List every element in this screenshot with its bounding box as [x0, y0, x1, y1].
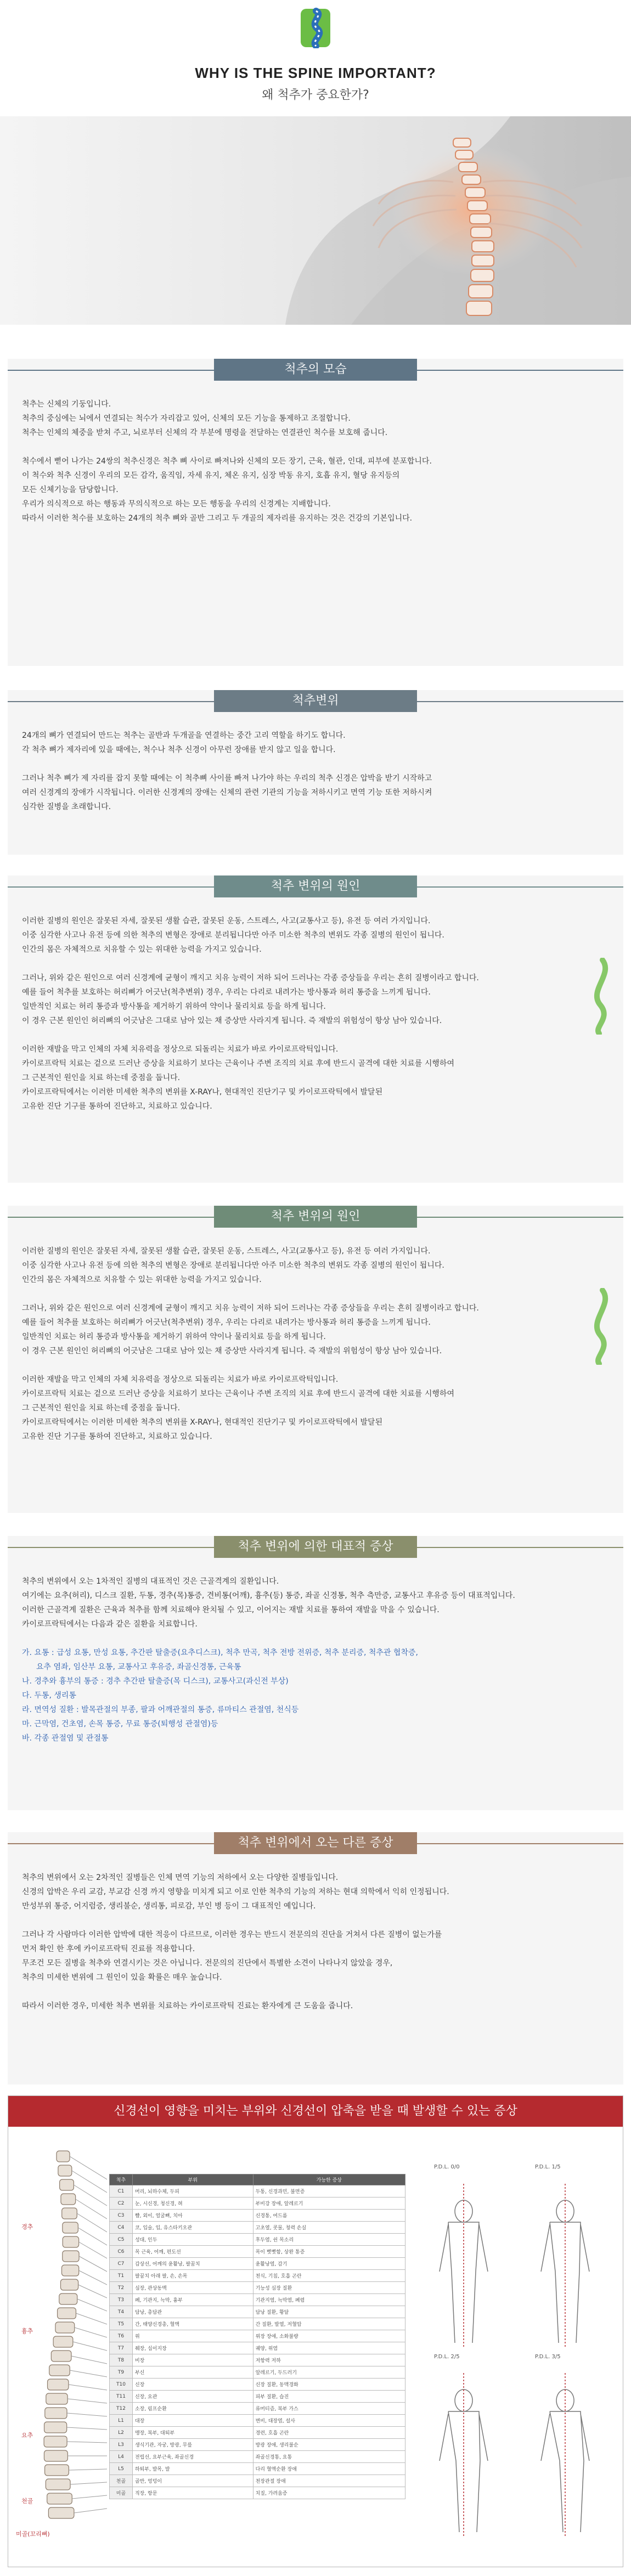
area-cell: 부신	[132, 2366, 253, 2379]
body-line: 이러한 재발을 막고 인체의 자체 치유력을 정상으로 되돌리는 치료가 바로 카이로프락틱입니다.	[22, 1045, 339, 1054]
vertebra-shape	[63, 2222, 78, 2233]
table-row	[110, 2270, 405, 2282]
symptom-list-item: 라. 면역성 질환 : 발목관절의 부종, 팔과 어깨관절의 통증, 류마티스 관절염, 천식등	[22, 1705, 299, 1714]
table-row	[110, 2427, 405, 2439]
body-line: 척추는 인체의 체중을 받쳐 주고, 뇌로부터 신체의 각 부분에 명령을 전달하는 연결관인 척수를 보호해 줍니다.	[22, 428, 388, 437]
table-row	[110, 2403, 405, 2415]
symptom-cell: 위장 장애, 소화불량	[253, 2330, 405, 2342]
area-cell: 신장	[132, 2379, 253, 2391]
section-body	[22, 1574, 607, 1745]
body-line: 이러한 근골격계 질환은 근육과 척추를 함께 치료해야 완치될 수 있고, 이어지는 재발 치료를 통하여 재발을 막을 수 있습니다.	[22, 1606, 440, 1614]
area-cell: 신장, 요관	[132, 2391, 253, 2403]
vertebra-cell: C7	[110, 2258, 133, 2270]
page-subtitle: 왜 척추가 중요한가?	[262, 88, 369, 102]
symptom-cell: 고초열, 콧물, 청력 손실	[253, 2222, 405, 2234]
area-cell: 직장, 항문	[132, 2487, 253, 2499]
section-title: 척추 변위의 원인	[214, 875, 417, 897]
symptom-cell: 류머티즘, 복부 가스	[253, 2403, 405, 2415]
body-line: 만성부위 통증, 어지럼증, 생리불순, 생리통, 피로감, 부인 병 등이 그 대표적인 예입니다.	[22, 1902, 316, 1911]
posture-figure	[440, 2373, 488, 2538]
body-line: 여기에는 요추(허리), 디스크 질환, 두통, 경추(목)통증, 견비통(어깨), 흉추(등) 통증, 좌골 신경통, 척추 측만증, 교통사고 후유증 등이 대표적입니다.	[22, 1591, 515, 1600]
vertebra-cell: T6	[110, 2330, 133, 2342]
symptom-list-item: 마. 근막염, 건초염, 손목 통증, 무료 통증(퇴행성 관절염)등	[22, 1720, 218, 1728]
table-row	[110, 2197, 405, 2210]
nerve-leader-line	[72, 2495, 107, 2499]
vertebra-cell: 미골	[110, 2487, 133, 2499]
nerve-leader-line	[69, 2469, 107, 2470]
body-line: 따라서 이러한 경우, 미세한 척추 변위를 치료하는 카이로프락틱 진료는 환자에게 큰 도움을 줍니다.	[22, 2002, 353, 2010]
vertebra-shape	[46, 2393, 67, 2404]
region-label-cervical: 경추	[21, 2223, 33, 2230]
body-line: 인간의 몸은 자체적으로 치유할 수 있는 위대한 능력을 가지고 있습니다.	[22, 945, 262, 954]
spine-anatomy-photo	[0, 116, 631, 325]
symptom-cell: 간 질환, 발열, 저혈압	[253, 2318, 405, 2330]
body-line: 심각한 질병을 초래합니다.	[22, 803, 111, 811]
vertebra-cell: T12	[110, 2403, 133, 2415]
nerve-leader-line	[79, 2270, 107, 2285]
symptom-cell: 피부 질환, 습진	[253, 2391, 405, 2403]
symptom-cell: 천식, 기침, 호흡 곤란	[253, 2270, 405, 2282]
body-line: 먼저 확인 한 후에 카이로프락틱 진료를 적용합니다.	[22, 1945, 195, 1953]
symptom-cell: 방광 장애, 생리불순	[253, 2439, 405, 2451]
table-row	[110, 2475, 405, 2487]
vertebra-cell: C2	[110, 2197, 133, 2210]
symptom-cell: 담낭 질환, 황달	[253, 2306, 405, 2318]
vertebra-cell: C5	[110, 2234, 133, 2246]
symptom-cell: 천장관절 장애	[253, 2475, 405, 2487]
body-line: 예를 들어 척추를 보호하는 허리뼈가 어긋난(척추변위) 경우, 우리는 다리로 내려가는 방사통과 허리 통증을 느끼게 됩니다.	[22, 1318, 431, 1327]
nerve-table-header	[110, 2174, 405, 2185]
vertebra-shape	[44, 2436, 67, 2447]
body-line: 일반적인 치료는 허리 통증과 방사통을 제거하기 위하여 약이나 물리치료 등을 하게 됩니다.	[22, 1332, 326, 1341]
nerve-leader-line	[67, 2413, 107, 2416]
table-row	[110, 2234, 405, 2246]
body-line: 예를 들어 척추를 보호하는 허리뼈가 어긋난(척추변위) 경우, 우리는 다리로 내려가는 방사통과 허리 통증을 느끼게 됩니다.	[22, 988, 431, 997]
table-row	[110, 2366, 405, 2379]
region-label-thoracic: 흉추	[21, 2328, 33, 2335]
vertebra-shape	[60, 2279, 78, 2290]
posture-label: P.D.L. 1/5	[535, 2164, 561, 2170]
body-line: 척추는 신체의 기둥입니다.	[22, 400, 111, 409]
nerve-leader-line	[78, 2228, 107, 2245]
vertebra-shape	[63, 2236, 78, 2247]
vertebra-shape	[51, 2351, 71, 2362]
area-cell: 심장, 관상동맥	[132, 2282, 253, 2294]
table-row	[110, 2415, 405, 2427]
body-line: 그러나 각 사람마다 이러한 압박에 대한 적응이 다르므로, 이러한 경우는 반드시 전문의의 진단을 거쳐서 다른 질병이 없는가를	[22, 1930, 442, 1939]
vertebra-shape	[57, 2151, 70, 2162]
section-causes	[8, 875, 623, 1183]
symptom-cell: 치질, 가려움증	[253, 2487, 405, 2499]
vertebra-cell: L1	[110, 2415, 133, 2427]
body-line: 이러한 질병의 원인은 잘못된 자세, 잘못된 생활 습관, 잘못된 운동, 스트레스, 사고(교통사고 등), 유전 등 여러 가지입니다.	[22, 1247, 431, 1256]
vertebra-cell: L2	[110, 2427, 133, 2439]
area-cell: 하퇴부, 발목, 발	[132, 2463, 253, 2475]
body-line: 이 경우 근본 원인인 허리뼈의 어긋남은 그대로 남아 있는 채 증상만 사라지게 됩니다. 즉 재발의 위험성이 항상 남아 있습니다.	[22, 1347, 442, 1355]
section-title: 척추변위	[214, 690, 417, 712]
symptom-list-item: 바. 각종 관절염 및 관절통	[22, 1734, 109, 1743]
vertebra-cell: T10	[110, 2379, 133, 2391]
table-row	[110, 2246, 405, 2258]
section-body	[22, 397, 607, 526]
nerve-chart	[8, 2095, 623, 2567]
spine-column-illustration	[19, 2145, 107, 2551]
vertebra-shape	[47, 2493, 72, 2504]
nerve-leader-line	[79, 2242, 107, 2258]
body-line: 그 근본적인 원인을 치료 하는데 중점을 둡니다.	[22, 1074, 181, 1082]
table-row	[110, 2294, 405, 2306]
body-line: 그러나, 위와 같은 원인으로 여러 신경계에 균형이 깨지고 치유 능력이 저하 되어 드러나는 각종 증상들을 우리는 흔히 질병이라고 합니다.	[22, 974, 479, 982]
symptom-cell: 목이 뻣뻣함, 상완 통증	[253, 2246, 405, 2258]
area-cell: 췌장, 십이지장	[132, 2342, 253, 2354]
table-row	[110, 2342, 405, 2354]
page-title: WHY IS THE SPINE IMPORTANT?	[195, 65, 436, 81]
body-line: 무조건 모든 질병을 척추와 연결시키는 것은 아닙니다. 전문의의 진단에서 특별한 소견이 나타나지 않았을 경우,	[22, 1959, 393, 1968]
nerve-leader-line	[76, 2199, 107, 2219]
section-body	[22, 914, 607, 1114]
vertebra-shape	[58, 2308, 76, 2319]
area-cell: 비장	[132, 2354, 253, 2366]
vertebra-shape	[46, 2479, 70, 2490]
nerve-leader-line	[74, 2185, 107, 2206]
table-row	[110, 2330, 405, 2342]
section-body	[22, 728, 607, 814]
vertebra-shape	[44, 2422, 67, 2433]
symptom-cell: 경련, 호흡 곤란	[253, 2427, 405, 2439]
body-line: 이 경우 근본 원인인 허리뼈의 어긋남은 그대로 남아 있는 채 증상만 사라지게 됩니다. 즉 재발의 위험성이 항상 남아 있습니다.	[22, 1016, 442, 1025]
column-header: 부위	[132, 2174, 253, 2185]
vertebra-shape	[44, 2450, 67, 2461]
body-line: 척수에서 뻗어 나가는 24쌍의 척추신경은 척추 뼈 사이로 빠져나와 신체의 모든 장기, 근육, 혈관, 인대, 피부에 분포합니다.	[22, 457, 432, 466]
vertebra-cell: L4	[110, 2451, 133, 2463]
vertebra-cell: T5	[110, 2318, 133, 2330]
table-row	[110, 2210, 405, 2222]
nerve-leader-line	[72, 2171, 107, 2193]
section-title: 척추 변위의 원인	[214, 1206, 417, 1228]
symptom-list-item: 요추 염좌, 임산부 요통, 교통사고 후유증, 좌골신경통, 근육통	[36, 1663, 241, 1671]
body-line: 카이로프락틱에서는 이러한 미세한 척추의 변위를 X-RAY나, 현대적인 진단기구 및 카이로프락틱에서 발달된	[22, 1418, 383, 1427]
vertebra-cell: T7	[110, 2342, 133, 2354]
vertebra-cell: C6	[110, 2246, 133, 2258]
area-cell: 뺨, 외이, 얼굴뼈, 치아	[132, 2210, 253, 2222]
vertebra-shape	[45, 2408, 67, 2419]
table-row	[110, 2258, 405, 2270]
symptom-cell: 윤활낭염, 감기	[253, 2258, 405, 2270]
section-spine-subluxation	[8, 690, 623, 855]
table-row	[110, 2185, 405, 2197]
section-title: 척추의 모습	[214, 359, 417, 381]
posture-figure	[541, 2184, 589, 2348]
vertebra-cell: C4	[110, 2222, 133, 2234]
nerve-leader-line	[67, 2442, 107, 2443]
column-header: 척추	[110, 2174, 133, 2185]
nerve-leader-line	[79, 2256, 107, 2272]
vertebra-shape	[61, 2194, 76, 2205]
vertebra-shape	[45, 2465, 69, 2476]
symptom-cell: 좌골신경통, 요통	[253, 2451, 405, 2463]
table-row	[110, 2463, 405, 2475]
vertebra-shape	[55, 2322, 75, 2333]
nerve-table	[109, 2174, 405, 2499]
area-cell: 목 근육, 어깨, 편도선	[132, 2246, 253, 2258]
body-line: 척추의 변위에서 오는 1차적인 질병의 대표적인 것은 근골격계의 질환입니다.	[22, 1577, 279, 1586]
vertebra-shape	[59, 2293, 77, 2304]
section-spine-shape	[8, 359, 623, 666]
vertebra-shape	[61, 2265, 78, 2276]
body-line: 척추의 미세한 변위에 그 원인이 있을 확률은 매우 높습니다.	[22, 1973, 222, 1982]
body-line: 이중 심각한 사고나 유전 등에 의한 척추의 변형은 장애로 분리됩니다만 아주 미소한 척추의 변위도 각종 질병의 원인이 됩니다.	[22, 1261, 444, 1270]
symptom-cell: 저항력 저하	[253, 2354, 405, 2366]
body-line: 그 근본적인 원인을 치료 하는데 중점을 둡니다.	[22, 1404, 181, 1413]
section-symptoms	[8, 1536, 623, 1810]
nerve-leader-line	[73, 2342, 107, 2351]
nerve-leader-line	[69, 2385, 107, 2390]
nerve-leader-line	[77, 2299, 107, 2311]
section-title: 척추 변위에 의한 대표적 증상	[214, 1536, 417, 1558]
section-other-symptoms	[8, 1832, 623, 2084]
body-line: 각 척추 뼈가 제자리에 있을 때에는, 척수나 척추 신경이 아무런 장애를 받지 않고 일을 합니다.	[22, 745, 336, 754]
symptom-cell: 두통, 신경과민, 불면증	[253, 2185, 405, 2197]
area-cell: 폐, 기관지, 늑막, 흉부	[132, 2294, 253, 2306]
area-cell: 코, 입술, 입, 유스타키오관	[132, 2222, 253, 2234]
nerve-leader-line	[74, 2509, 107, 2513]
symptom-cell: 신장 질환, 동맥경화	[253, 2379, 405, 2391]
area-cell: 성대, 인두	[132, 2234, 253, 2246]
vertebra-cell: T1	[110, 2270, 133, 2282]
body-line: 모든 신체기능을 담당합니다.	[22, 485, 119, 494]
area-cell: 전립선, 요부근육, 좌골신경	[132, 2451, 253, 2463]
body-line: 카이로프락틱에서는 이러한 미세한 척추의 변위를 X-RAY나, 현대적인 진단기구 및 카이로프락틱에서 발달된	[22, 1088, 383, 1097]
body-line: 고유한 진단 기구를 통하여 진단하고, 치료하고 있습니다.	[22, 1432, 212, 1441]
region-label-sacrum: 천골	[21, 2498, 33, 2505]
symptom-cell: 다리 혈액순환 장애	[253, 2463, 405, 2475]
symptom-cell: 변비, 대장염, 설사	[253, 2415, 405, 2427]
body-line: 그러나 척추 뼈가 제 자리를 잡지 못할 때에는 이 척추뼈 사이를 빠져 나가야 하는 우리의 척추 신경은 압박을 받기 시작하고	[22, 774, 432, 783]
nerve-leader-line	[70, 2370, 107, 2377]
symptom-cell: 궤양, 위염	[253, 2342, 405, 2354]
table-row	[110, 2222, 405, 2234]
nerve-leader-line	[67, 2427, 107, 2430]
vertebra-cell: T3	[110, 2294, 133, 2306]
area-cell: 간, 태양신경총, 혈액	[132, 2318, 253, 2330]
area-cell: 맹장, 복부, 대퇴부	[132, 2427, 253, 2439]
nerve-leader-line	[70, 2156, 107, 2179]
vertebra-shape	[53, 2336, 73, 2347]
vertebra-cell: L3	[110, 2439, 133, 2451]
section-body	[22, 1871, 607, 2013]
body-line: 24개의 뼈가 연결되어 만드는 척추는 골반과 두개골을 연결하는 중간 고리 역할을 하기도 합니다.	[22, 731, 346, 740]
symptom-list-item: 가. 요통 : 급성 요통, 만성 요통, 추간판 탈출증(요추디스크), 척추 만곡, 척추 전방 전위증, 척추 분리증, 척추관 협착증,	[22, 1648, 418, 1657]
body-line: 일반적인 치료는 허리 통증과 방사통을 제거하기 위하여 약이나 물리치료 등을 하게 됩니다.	[22, 1002, 326, 1011]
vertebra-shape	[49, 2365, 70, 2376]
vertebra-cell: T2	[110, 2282, 133, 2294]
body-line: 따라서 이러한 척수를 보호하는 24개의 척추 뼈와 골반 그리고 두 개골의 제자리를 유지하는 것은 건강의 기본입니다.	[22, 514, 413, 523]
region-label-lumbar: 요추	[21, 2432, 33, 2439]
posture-label: P.D.L. 0/0	[434, 2164, 460, 2170]
vertebra-cell: L5	[110, 2463, 133, 2475]
area-cell: 대장	[132, 2415, 253, 2427]
body-line: 카이로프락틱에서는 다음과 같은 질환을 치료합니다.	[22, 1620, 198, 1629]
table-row	[110, 2379, 405, 2391]
area-cell: 눈, 시신경, 청신경, 혀	[132, 2197, 253, 2210]
vertebra-shape	[63, 2251, 79, 2262]
symptom-list-item: 나. 경추와 흉부의 통증 : 경추 추간판 탈출증(목 디스크), 교통사고(과신전 부상)	[22, 1677, 289, 1686]
posture-figure	[440, 2184, 488, 2348]
vertebra-shape	[58, 2165, 72, 2176]
column-header: 가능한 증상	[253, 2174, 405, 2185]
vertebra-shape	[48, 2379, 69, 2390]
table-row	[110, 2439, 405, 2451]
area-cell: 골반, 엉덩이	[132, 2475, 253, 2487]
vertebra-cell: T9	[110, 2366, 133, 2379]
spine-logo-icon	[300, 8, 331, 48]
nerve-leader-line	[78, 2285, 107, 2298]
posture-figure	[541, 2373, 589, 2538]
area-cell: 소장, 림프순환	[132, 2403, 253, 2415]
vertebra-shape	[60, 2179, 74, 2190]
body-line: 신경의 압박은 우리 교감, 부교감 신경 까지 영향을 미치게 되고 이로 인한 척추의 기능의 저하는 현대 의학에서 익히 인정됩니다.	[22, 1888, 449, 1896]
symptom-list-item: 다. 두통, 생리통	[22, 1691, 76, 1700]
symptom-cell: 기능성 심장 질환	[253, 2282, 405, 2294]
area-cell: 머리, 뇌하수체, 두피	[132, 2185, 253, 2197]
symptom-cell: 기관지염, 늑막염, 폐렴	[253, 2294, 405, 2306]
table-row	[110, 2451, 405, 2463]
vertebra-cell: C1	[110, 2185, 133, 2197]
section-title: 척추 변위에서 오는 다른 증상	[214, 1832, 417, 1854]
area-cell: 위	[132, 2330, 253, 2342]
area-cell: 생식기관, 자궁, 방광, 무릎	[132, 2439, 253, 2451]
body-line: 그러나, 위와 같은 원인으로 여러 신경계에 균형이 깨지고 치유 능력이 저하 되어 드러나는 각종 증상들을 우리는 흔히 질병이라고 합니다.	[22, 1304, 479, 1313]
vertebra-cell: 천골	[110, 2475, 133, 2487]
symptom-cell: 후두염, 쉰 목소리	[253, 2234, 405, 2246]
table-row	[110, 2282, 405, 2294]
nerve-leader-line	[75, 2328, 107, 2337]
section-causes-repeat	[8, 1206, 623, 1513]
body-line: 고유한 진단 기구를 통하여 진단하고, 치료하고 있습니다.	[22, 1102, 212, 1111]
area-cell: 갑상선, 어깨의 윤활낭, 팔꿈치	[132, 2258, 253, 2270]
body-line: 여러 신경계의 장애가 시작됩니다. 이러한 신경계의 장애는 신체의 관련 기관의 기능을 저하시키고 면역 기능 또한 저하시켜	[22, 788, 432, 797]
table-row	[110, 2306, 405, 2318]
nerve-chart-title: 신경선이 영향을 미치는 부위와 신경선이 압축을 받을 때 발생할 수 있는 증상	[8, 2096, 623, 2127]
nerve-leader-line	[76, 2313, 107, 2324]
area-cell: 담낭, 총담관	[132, 2306, 253, 2318]
region-label-coccyx: 미골(꼬리뼈)	[16, 2530, 50, 2538]
symptom-cell: 부비강 장애, 알레르기	[253, 2197, 405, 2210]
body-line: 이러한 재발을 막고 인체의 자체 치유력을 정상으로 되돌리는 치료가 바로 카이로프락틱입니다.	[22, 1375, 339, 1384]
body-line: 인간의 몸은 자체적으로 치유할 수 있는 위대한 능력을 가지고 있습니다.	[22, 1275, 262, 1284]
body-line: 이러한 질병의 원인은 잘못된 자세, 잘못된 생활 습관, 잘못된 운동, 스트레스, 사고(교통사고 등), 유전 등 여러 가지입니다.	[22, 917, 431, 925]
vertebra-cell: T11	[110, 2391, 133, 2403]
posture-label: P.D.L. 3/5	[535, 2354, 561, 2360]
nerve-leader-line	[71, 2356, 107, 2364]
section-body	[22, 1244, 607, 1444]
vertebra-shape	[62, 2208, 77, 2219]
body-line: 척추의 변위에서 오는 2차적인 질병들은 인체 면역 기능의 저하에서 오는 다양한 질병들입니다.	[22, 1873, 339, 1882]
table-row	[110, 2487, 405, 2499]
table-row	[110, 2318, 405, 2330]
vertebra-cell: T8	[110, 2354, 133, 2366]
table-row	[110, 2354, 405, 2366]
symptom-cell: 신경통, 여드름	[253, 2210, 405, 2222]
vertebra-cell: C3	[110, 2210, 133, 2222]
body-line: 카이로프락틱 치료는 겉으로 드러난 증상을 치료하기 보다는 근육이나 주변 조직의 치료 후에 반드시 골격에 대한 치료를 시행하여	[22, 1059, 454, 1068]
posture-label: P.D.L. 2/5	[434, 2354, 460, 2360]
body-line: 척추의 중심에는 뇌에서 연결되는 척수가 자리잡고 있어, 신체의 모든 기능을 통제하고 조절합니다.	[22, 414, 351, 423]
body-line: 우리가 의식적으로 하는 행동과 무의식적으로 하는 모든 행동을 우리의 신경계는 지배합니다.	[22, 500, 331, 509]
symptom-cell: 알레르기, 두드러기	[253, 2366, 405, 2379]
vertebra-cell: T4	[110, 2306, 133, 2318]
nerve-leader-line	[67, 2399, 107, 2403]
vertebra-shape	[48, 2507, 74, 2518]
body-line: 카이로프락틱 치료는 겉으로 드러난 증상을 치료하기 보다는 근육이나 주변 조직의 치료 후에 반드시 골격에 대한 치료를 시행하여	[22, 1389, 454, 1398]
table-row	[110, 2391, 405, 2403]
area-cell: 팔꿈치 아래 팔, 손, 손목	[132, 2270, 253, 2282]
nerve-leader-line	[70, 2482, 107, 2484]
body-line: 이 척수와 척추 신경이 우리의 모든 감각, 움직임, 자세 유지, 체온 유지, 심장 박동 유지, 호흡 유지, 혈당 유지등의	[22, 471, 400, 480]
body-line: 이중 심각한 사고나 유전 등에 의한 척추의 변형은 장애로 분리됩니다만 아주 미소한 척추의 변위도 각종 질병의 원인이 됩니다.	[22, 931, 444, 940]
